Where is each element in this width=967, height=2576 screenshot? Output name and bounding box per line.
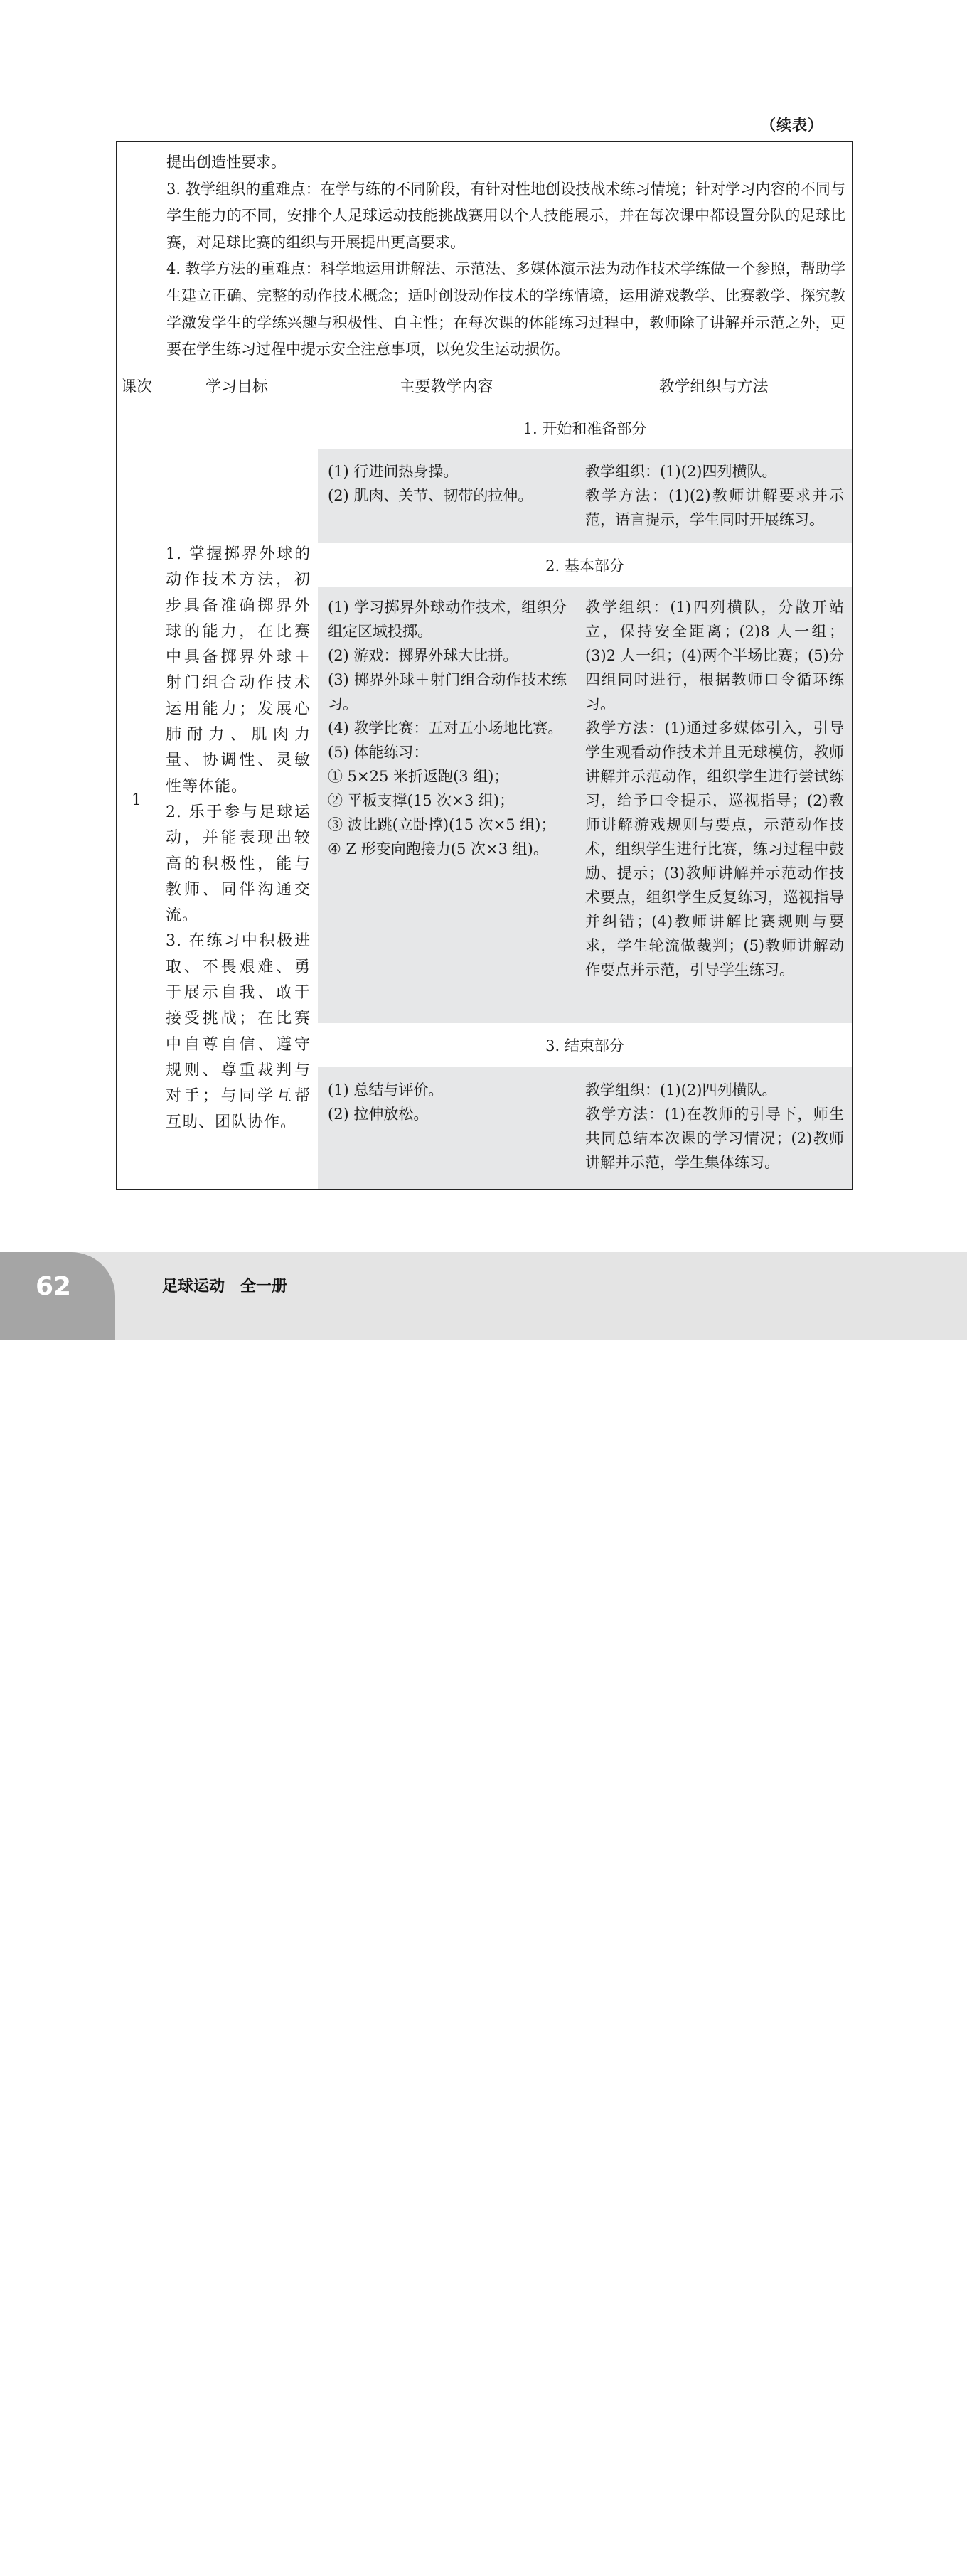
intro-org-difficulty: 3. 教学组织的重难点：在学与练的不同阶段，有针对性地创设技战术练习情境；针对学习内容的不同与学生能力的不同，安排个人足球运动技能挑战赛用以个人技能展示，并在每次课中都设置分队的足球比赛，对足球比赛的组织与开展提出更高要求。 [166,180,845,251]
section-title-end: 3. 结束部分 [545,1037,624,1054]
grid-line [0,1874,1,1918]
grid-line [0,2448,1,2571]
basic-method [585,595,844,982]
goal-item: 1. 掌握掷界外球的动作技术方法，初步具备准确掷界外球的能力，在比赛中具备掷界外球＋射门组合动作技术运用能力；发展心肺耐力、肌肉力量、协调性、灵敏性等体能。 [166,545,311,796]
content-item: (2) 拉伸放松。 [328,1106,429,1123]
method-item: 教学组织：(1)(2)四列横队。 [585,1081,777,1099]
section-title-prep: 1. 开始和准备部分 [523,420,647,437]
lesson-number: 1 [132,791,141,809]
page-number: 62 [35,1272,72,1301]
content-item: (4) 教学比赛：五对五小场地比赛。 [328,720,563,737]
grid-line [0,1918,1,2011]
grid-line [0,2011,1,2448]
basic-content [328,595,567,861]
content-item: ② 平板支撑(15 次×3 组)； [328,792,515,809]
prep-method [585,459,844,532]
end-content [328,1078,567,1126]
intro-line: 提出创造性要求。 [166,154,286,171]
header-method: 教学组织与方法 [658,378,769,396]
content-item: (3) 掷界外球＋射门组合动作技术练习。 [328,671,567,712]
method-item: 教学方法：(1)(2)教师讲解要求并示范，语言提示，学生同时开展练习。 [585,487,844,528]
goal-item: 2. 乐于参与足球运动，并能表现出较高的积极性，能与教师、同伴沟通交流。 [166,803,311,925]
intro-method-difficulty: 4. 教学方法的重难点：科学地运用讲解法、示范法、多媒体演示法为动作技术学练做一个参照，帮助学生建立正确、完整的动作技术概念；适时创设动作技术的学练情境，运用游戏教学、比赛教学、探究教学激发学生的学练兴趣与积极性、自主性；在每次课的体能练习过程中，教师除了讲解并示范之外，更要在学生练习过程中提示安全注意事项，以免发生运动损伤。 [166,260,845,358]
method-item: 教学方法：(1)通过多媒体引入，引导学生观看动作技术并且无球模仿，教师讲解并示范动作，组织学生进行尝试练习，给予口令提示，巡视指导；(2)教师讲解游戏规则与要点，示范动作技术，组织学生进行比赛，练习过程中鼓励、提示；(3)教师讲解并示范动作技术要点，组织学生反复练习，巡视指导并纠错；(4)教师讲解比赛规则与要求，学生轮流做裁判；(5)教师讲解动作要点并示范，引导学生练习。 [585,720,844,978]
book-title: 足球运动 全一册 [162,1278,288,1295]
goal-item: 3. 在练习中积极进取、不畏艰难、勇于展示自我、敢于接受挑战；在比赛中自尊自信、遵守规则、尊重裁判与对手；与同学互帮互助、团队协作。 [166,932,311,1131]
header-goals: 学习目标 [205,378,268,396]
footer-bar [0,1252,967,1340]
intro-text [166,149,845,363]
grid-line [0,1048,1,1874]
content-item: ④ Z 形变向跑接力(5 次×3 组)。 [328,840,548,857]
content-item: (2) 游戏：掷界外球大比拼。 [328,647,518,664]
content-item: (2) 肌肉、关节、韧带的拉伸。 [328,487,533,504]
grid-line [0,0,1,1048]
content-item: (5) 体能练习： [328,744,429,761]
content-item: ③ 波比跳(立卧撑)(15 次×5 组)； [328,816,556,833]
content-item: (1) 总结与评价。 [328,1081,444,1099]
header-content: 主要教学内容 [399,378,493,396]
method-item: 教学方法：(1)在教师的引导下，师生共同总结本次课的学习情况；(2)教师讲解并示范，学生集体练习。 [585,1106,844,1171]
content-item: ① 5×25 米折返跑(3 组)； [328,768,509,785]
prep-content [328,459,567,508]
section-title-basic: 2. 基本部分 [545,557,624,574]
continued-label: （续表） [761,117,823,134]
content-item: (1) 行进间热身操。 [328,463,459,480]
content-item: (1) 学习掷界外球动作技术，组织分组定区域投掷。 [328,599,567,640]
method-item: 教学组织：(1)(2)四列横队。 [585,463,777,480]
learning-goals [166,542,311,1135]
header-lesson: 课次 [120,378,152,396]
end-method [585,1078,844,1175]
method-item: 教学组织：(1)四列横队，分散开站立，保持安全距离；(2)8 人一组；(3)2 人一组；(4)两个半场比赛；(5)分四组同时进行，根据教师口令循环练习。 [585,599,844,712]
